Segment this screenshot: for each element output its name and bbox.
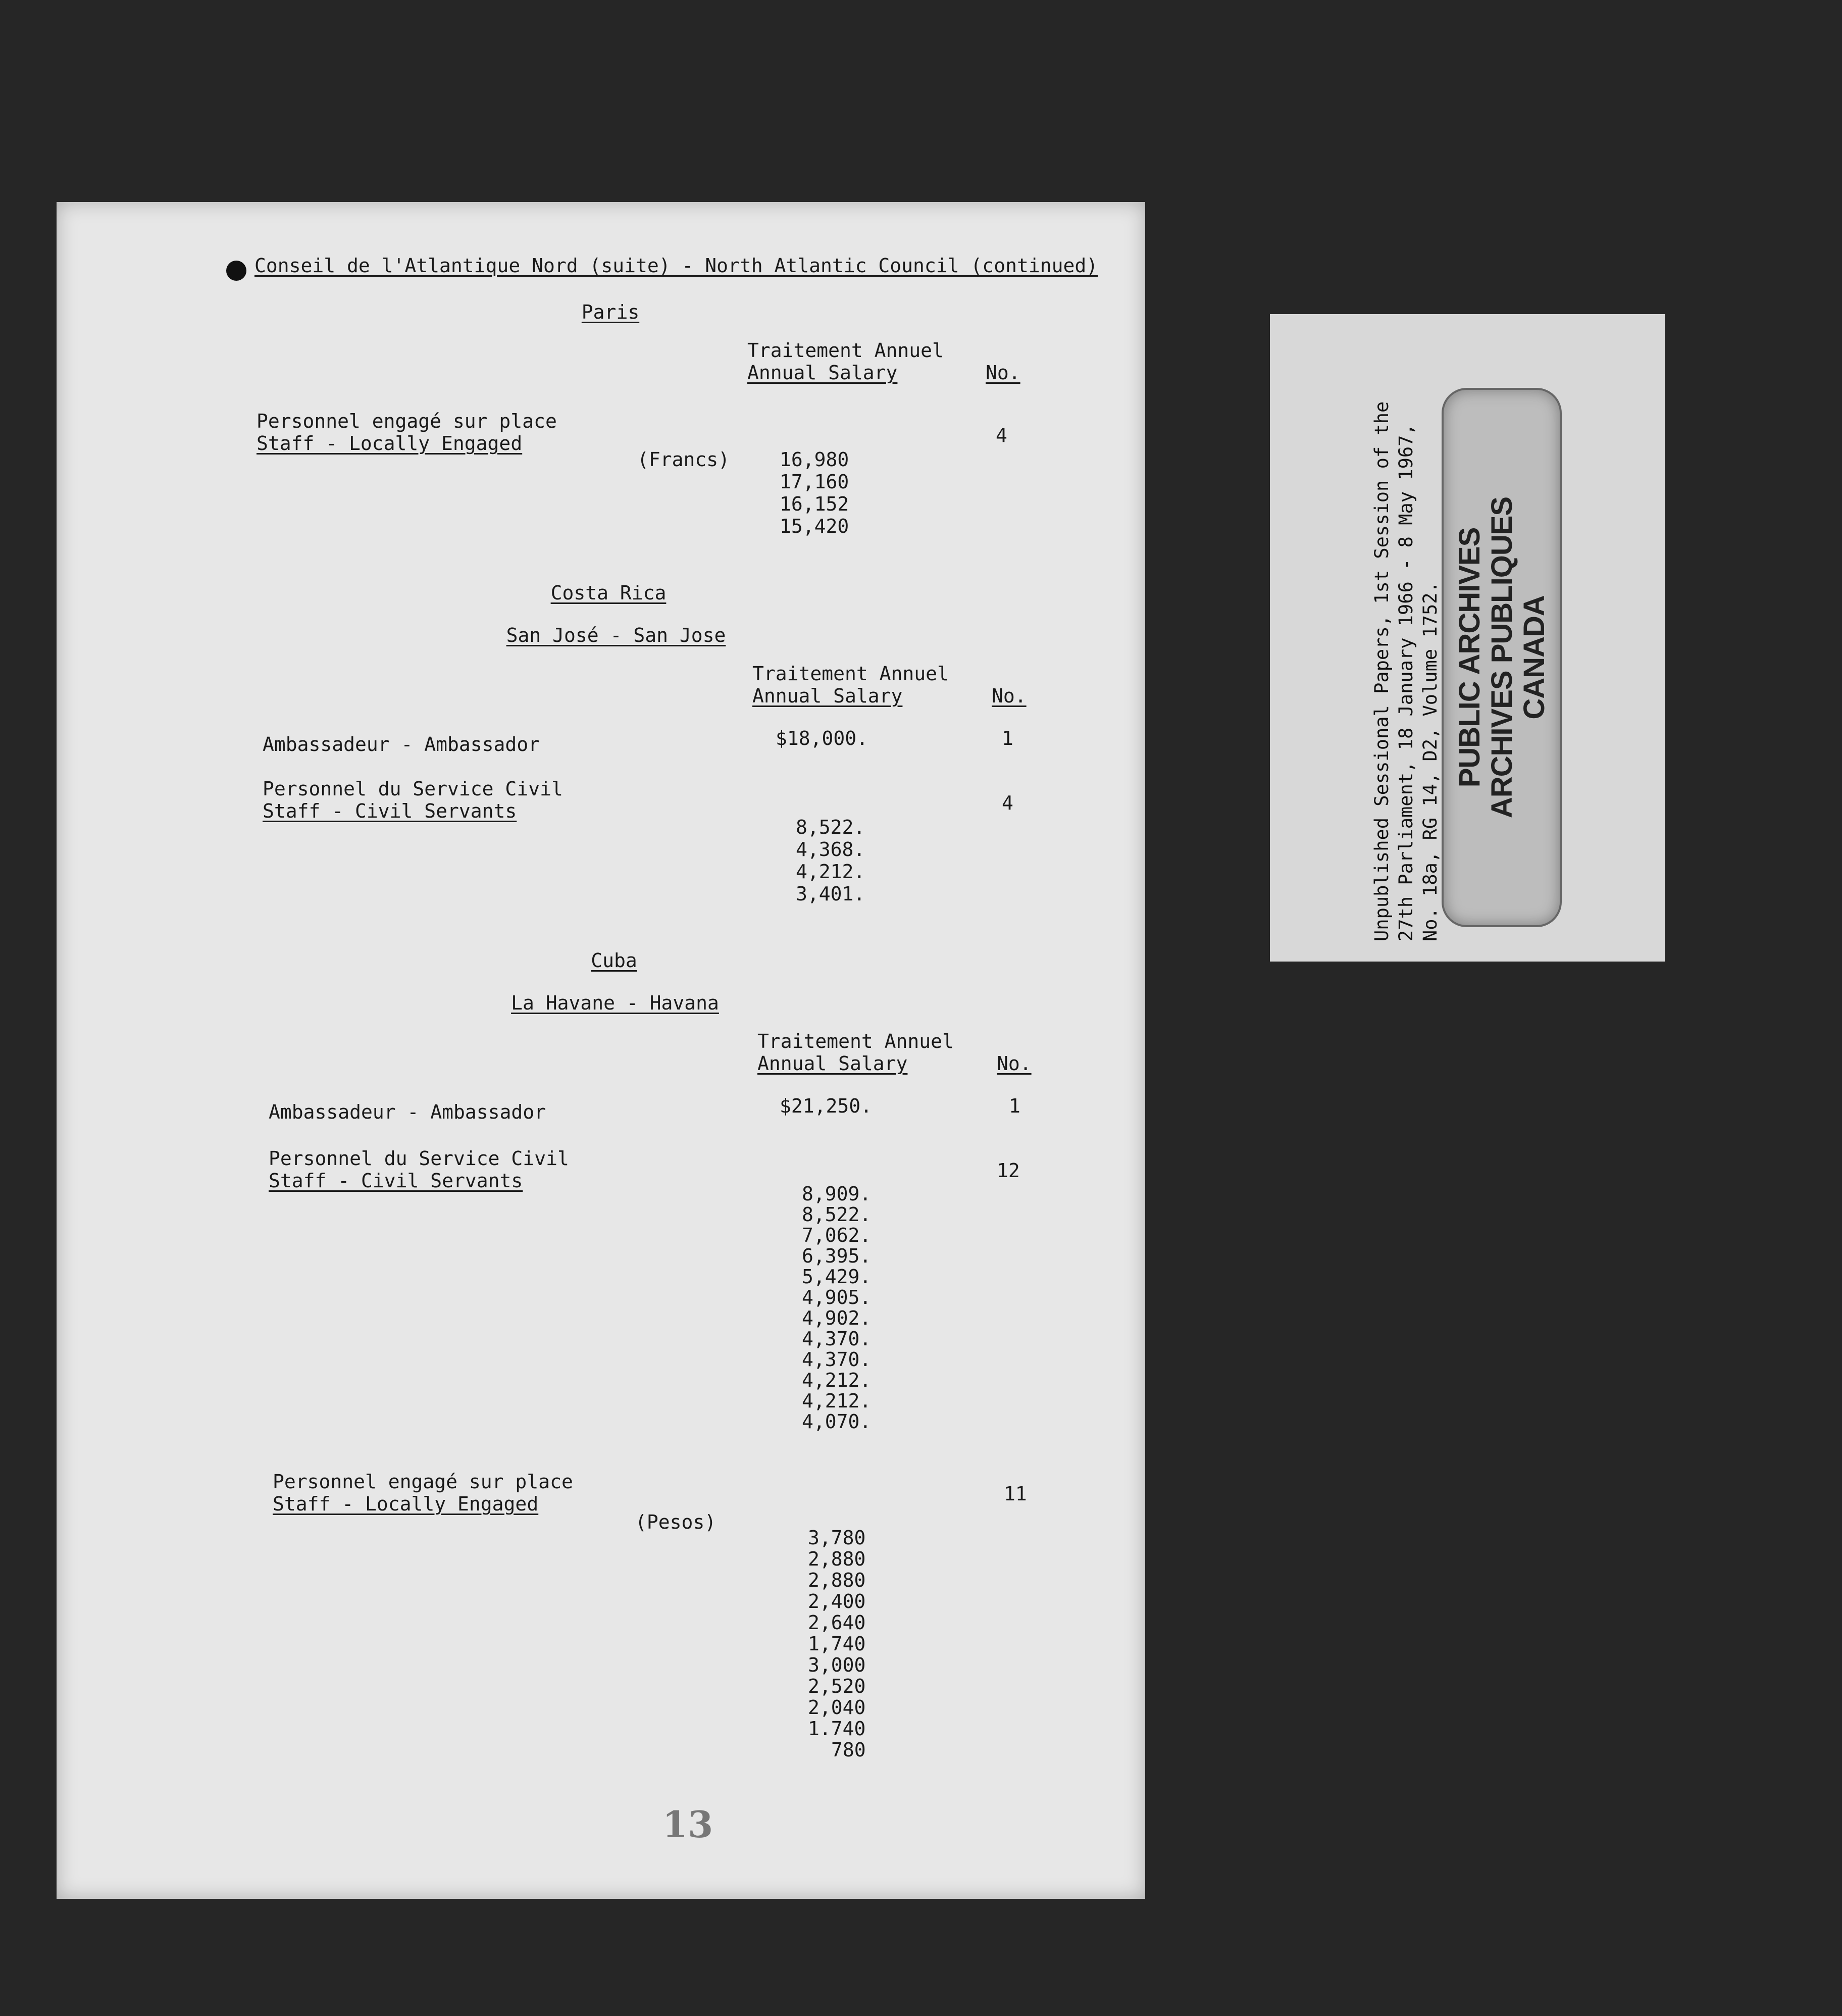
costa-rica-amount: 8,522. (796, 816, 865, 838)
costa-rica-staff-count: 4 (1002, 792, 1013, 814)
page-number: 13 (662, 1803, 713, 1846)
archive-tag-line: Unpublished Sessional Papers, 1st Session of the (1371, 401, 1393, 941)
document-page (57, 202, 1145, 1899)
cuba-local-amount: 3,000 (808, 1654, 866, 1676)
cuba-civil-amount: 8,909. (802, 1183, 872, 1205)
paris-amounts-column (780, 448, 849, 537)
paris-city-heading: Paris (581, 301, 640, 323)
paris-salary-label-fr: Traitement Annuel (747, 339, 944, 362)
costa-rica-amount: 3,401. (796, 883, 865, 905)
cuba-civil-amount: 6,395. (802, 1245, 872, 1267)
costa-rica-city-heading: San José - San Jose (506, 624, 726, 646)
cuba-local-amount: 2,400 (808, 1590, 866, 1612)
costa-rica-staff-label-fr: Personnel du Service Civil (263, 778, 563, 800)
cuba-civil-amount: 4,905. (802, 1286, 872, 1308)
cuba-civil-amount: 4,212. (802, 1369, 872, 1391)
cuba-ambassador-label: Ambassadeur - Ambassador (269, 1101, 546, 1123)
paris-amount: 17,160 (780, 471, 849, 493)
costa-rica-heading: Costa Rica (550, 582, 667, 604)
costa-rica-ambassador-salary: $18,000. (776, 727, 868, 749)
paris-amount: 16,152 (780, 493, 849, 515)
cuba-local-amount: 1,740 (808, 1633, 866, 1655)
paris-salary-label-en: Annual Salary (747, 362, 898, 384)
costa-rica-salary-label-en: Annual Salary (752, 685, 903, 707)
costa-rica-staff-label-en: Staff - Civil Servants (263, 800, 517, 822)
cuba-local-amount: 2,520 (808, 1675, 866, 1697)
costa-rica-ambassador-count: 1 (1002, 727, 1013, 749)
cuba-civil-amount: 7,062. (802, 1224, 872, 1246)
cuba-civil-amount: 4,370. (802, 1328, 872, 1350)
paris-amount: 15,420 (780, 515, 849, 537)
cuba-no-label: No. (997, 1052, 1032, 1075)
public-archives-stamp (1442, 388, 1562, 927)
cuba-civil-label-fr: Personnel du Service Civil (269, 1147, 569, 1170)
stamp-line: PUBLIC ARCHIVES (1453, 527, 1486, 788)
costa-rica-no-label: No. (992, 685, 1027, 707)
costa-rica-ambassador-label: Ambassadeur - Ambassador (263, 733, 540, 755)
cuba-local-amount: 2,040 (808, 1696, 866, 1719)
cuba-civil-amount: 8,522. (802, 1203, 872, 1226)
cuba-local-label-fr: Personnel engagé sur place (273, 1471, 573, 1493)
paris-amount: 16,980 (780, 448, 849, 471)
paris-currency: (Francs) (637, 448, 730, 471)
cuba-heading: Cuba (591, 949, 637, 972)
cuba-local-amount: 2,880 (808, 1548, 866, 1570)
paris-staff-label-fr: Personnel engagé sur place (257, 410, 557, 432)
cuba-civil-amount: 4,902. (802, 1307, 872, 1329)
cuba-civil-amount: 4,212. (802, 1390, 872, 1412)
cuba-salary-label-fr: Traitement Annuel (757, 1030, 954, 1052)
paris-staff-label-en: Staff - Locally Engaged (257, 432, 523, 455)
cuba-local-amounts-column (808, 1527, 866, 1760)
cuba-local-amount: 3,780 (808, 1527, 866, 1549)
cuba-salary-label-en: Annual Salary (757, 1052, 908, 1075)
cuba-local-label-en: Staff - Locally Engaged (273, 1493, 539, 1515)
paris-no-label: No. (986, 362, 1020, 384)
cuba-local-amount: 2,880 (808, 1569, 866, 1591)
archive-tag-line: No. 18a, RG 14, D2, Volume 1752. (1419, 581, 1441, 941)
cuba-civil-label-en: Staff - Civil Servants (269, 1170, 523, 1192)
paris-staff-count: 4 (996, 424, 1007, 446)
ink-blot-mark (226, 261, 246, 281)
cuba-civil-count: 12 (997, 1160, 1020, 1182)
cuba-local-amount: 1.740 (808, 1718, 866, 1740)
cuba-ambassador-count: 1 (1009, 1095, 1020, 1117)
costa-rica-amount: 4,368. (796, 838, 865, 861)
archive-tag-rotated-content (1270, 314, 1665, 962)
cuba-local-count: 11 (1004, 1483, 1027, 1505)
cuba-civil-amounts-column (802, 1184, 871, 1432)
cuba-civil-amount: 5,429. (802, 1266, 872, 1288)
cuba-local-currency: (Pesos) (635, 1511, 717, 1533)
cuba-local-amount: 780 (831, 1739, 866, 1761)
cuba-ambassador-salary: $21,250. (780, 1095, 873, 1117)
archive-tag-line: 27th Parliament, 18 January 1966 - 8 May 1967, (1395, 424, 1417, 941)
stamp-line: CANADA (1518, 595, 1551, 720)
costa-rica-amounts-column (796, 816, 865, 905)
page-header: Conseil de l'Atlantique Nord (suite) - North Atlantic Council (continued) (254, 255, 1098, 277)
costa-rica-salary-label-fr: Traitement Annuel (752, 663, 949, 685)
cuba-civil-amount: 4,070. (802, 1410, 872, 1433)
stamp-line: ARCHIVES PUBLIQUES (1486, 496, 1518, 819)
archive-tag (1270, 314, 1665, 962)
costa-rica-amount: 4,212. (796, 861, 865, 883)
cuba-local-amount: 2,640 (808, 1611, 866, 1634)
cuba-civil-amount: 4,370. (802, 1348, 872, 1371)
cuba-city-heading: La Havane - Havana (511, 992, 719, 1014)
